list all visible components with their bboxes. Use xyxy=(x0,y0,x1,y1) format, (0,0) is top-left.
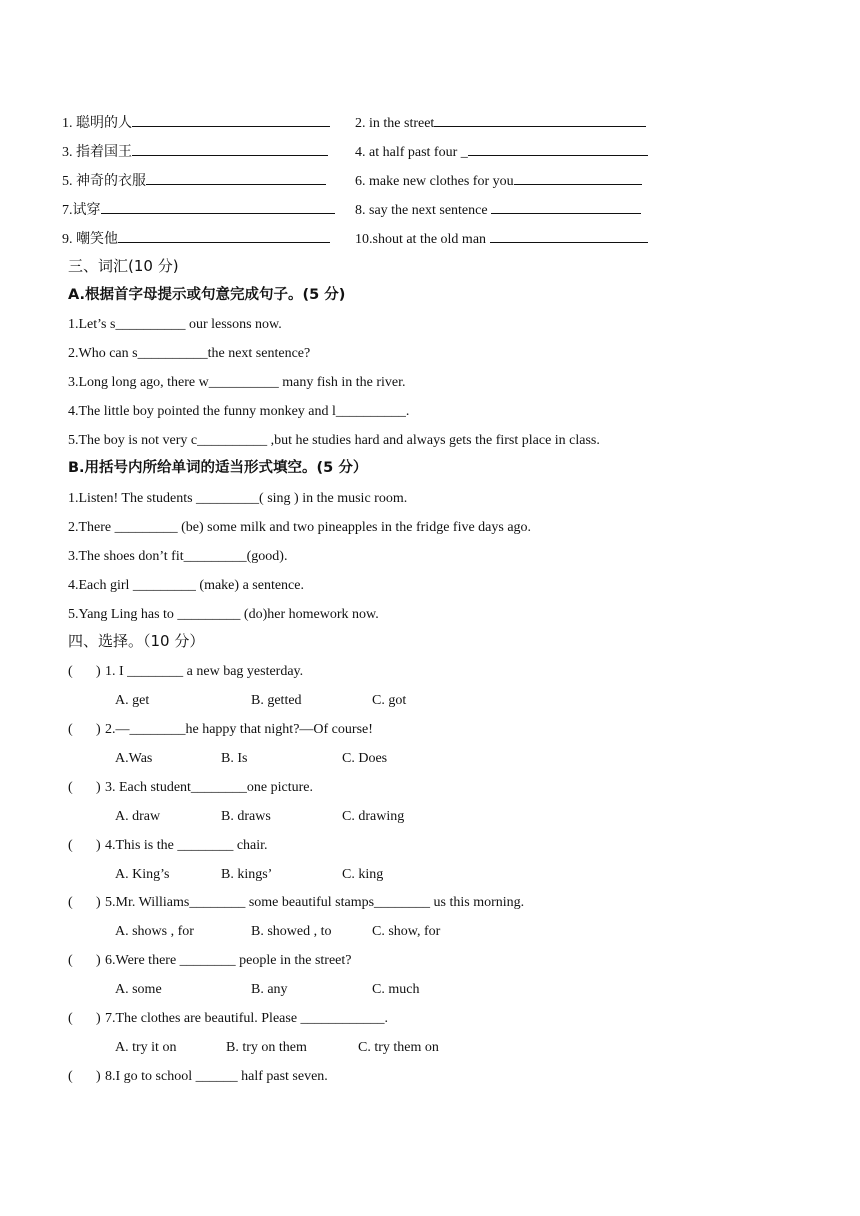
option-c: C. Does xyxy=(342,751,388,766)
answer-line xyxy=(491,200,641,214)
answer-paren-open: ( xyxy=(68,780,73,795)
fill-blank-item: 4.Each girl _________ (make) a sentence. xyxy=(68,578,304,593)
question-text: 7.The clothes are beautiful. Please ____________. xyxy=(105,1011,389,1026)
translation-item xyxy=(62,113,330,133)
translation-text: 6. make new clothes for you xyxy=(355,174,514,189)
fill-blank-item: 1.Let’s s__________ our lessons now. xyxy=(68,317,282,332)
option-b: B. showed , to xyxy=(251,924,332,939)
answer-paren-open: ( xyxy=(68,664,73,679)
translation-text: 7.试穿 xyxy=(62,203,101,218)
translation-item xyxy=(355,200,641,220)
translation-text: 1. 聪明的人 xyxy=(62,116,132,131)
answer-paren-open: ( xyxy=(68,1069,73,1084)
answer-line xyxy=(434,113,646,127)
option-c: C. show, for xyxy=(372,924,441,939)
question-text: 2.—________he happy that night?—Of course! xyxy=(105,722,373,737)
answer-line xyxy=(101,200,335,214)
section-title: 三、词汇(10 分) xyxy=(68,257,179,275)
translation-item xyxy=(62,229,330,249)
translation-text: 10.shout at the old man xyxy=(355,232,490,247)
translation-item xyxy=(355,229,648,249)
answer-line xyxy=(132,113,330,127)
answer-paren-close: ) xyxy=(96,664,101,679)
option-c: C. try them on xyxy=(358,1040,439,1055)
fill-blank-item: 1.Listen! The students _________( sing ) in the music room. xyxy=(68,491,408,506)
option-a: A. get xyxy=(115,693,150,708)
fill-blank-item: 4.The little boy pointed the funny monkey and l__________. xyxy=(68,404,410,419)
option-a: A. some xyxy=(115,982,162,997)
fill-blank-item: 5.Yang Ling has to _________ (do)her homework now. xyxy=(68,607,379,622)
question-text: 1. I ________ a new bag yesterday. xyxy=(105,664,304,679)
translation-item xyxy=(355,113,646,133)
fill-blank-item: 3.Long long ago, there w__________ many fish in the river. xyxy=(68,375,406,390)
translation-item xyxy=(62,200,335,220)
fill-blank-item: 5.The boy is not very c__________ ,but he studies hard and always gets the first place in class. xyxy=(68,433,600,448)
answer-line xyxy=(468,142,648,156)
option-b: B. any xyxy=(251,982,288,997)
question-text: 5.Mr. Williams________ some beautiful stamps________ us this morning. xyxy=(105,895,525,910)
answer-paren-open: ( xyxy=(68,722,73,737)
option-b: B. try on them xyxy=(226,1040,307,1055)
translation-text: 2. in the street xyxy=(355,116,435,131)
answer-line xyxy=(118,229,330,243)
part-a-title: A.根据首字母提示或句意完成句子。(5 分) xyxy=(68,287,346,303)
answer-line xyxy=(490,229,648,243)
question-text: 6.Were there ________ people in the street? xyxy=(105,953,352,968)
option-b: B. draws xyxy=(221,809,271,824)
question-text: 3. Each student________one picture. xyxy=(105,780,314,795)
option-c: C. drawing xyxy=(342,809,405,824)
translation-text: 8. say the next sentence xyxy=(355,203,492,218)
answer-line xyxy=(146,171,326,185)
option-c: C. got xyxy=(372,693,407,708)
answer-paren-close: ) xyxy=(96,895,101,910)
answer-paren-close: ) xyxy=(96,1011,101,1026)
translation-text: 5. 神奇的衣服 xyxy=(62,174,146,189)
fill-blank-item: 2.There _________ (be) some milk and two pineapples in the fridge five days ago. xyxy=(68,520,532,535)
translation-item xyxy=(62,171,326,191)
answer-line xyxy=(132,142,328,156)
translation-text: 4. at half past four _ xyxy=(355,145,468,160)
translation-text: 3. 指着国王 xyxy=(62,145,132,160)
answer-line xyxy=(514,171,642,185)
option-b: B. Is xyxy=(221,751,248,766)
fill-blank-item: 2.Who can s__________the next sentence? xyxy=(68,346,311,361)
answer-paren-open: ( xyxy=(68,895,73,910)
option-c: C. king xyxy=(342,867,384,882)
option-a: A. King’s xyxy=(115,867,170,882)
answer-paren-close: ) xyxy=(96,722,101,737)
translation-item xyxy=(355,142,648,162)
answer-paren-open: ( xyxy=(68,838,73,853)
answer-paren-close: ) xyxy=(96,780,101,795)
answer-paren-open: ( xyxy=(68,953,73,968)
answer-paren-open: ( xyxy=(68,1011,73,1026)
option-a: A. try it on xyxy=(115,1040,177,1055)
question-text: 8.I go to school ______ half past seven. xyxy=(105,1069,328,1084)
answer-paren-close: ) xyxy=(96,953,101,968)
section-title: 四、选择。（10 分） xyxy=(68,632,205,650)
question-text: 4.This is the ________ chair. xyxy=(105,838,268,853)
option-c: C. much xyxy=(372,982,420,997)
translation-item xyxy=(62,142,328,162)
option-b: B. getted xyxy=(251,693,302,708)
option-a: A. shows , for xyxy=(115,924,194,939)
translation-item xyxy=(355,171,642,191)
part-b-title: B.用括号内所给单词的适当形式填空。(5 分） xyxy=(68,460,368,476)
option-b: B. kings’ xyxy=(221,867,273,882)
answer-paren-close: ) xyxy=(96,838,101,853)
answer-paren-close: ) xyxy=(96,1069,101,1084)
translation-text: 9. 嘲笑他 xyxy=(62,232,118,247)
option-a: A.Was xyxy=(115,751,153,766)
fill-blank-item: 3.The shoes don’t fit_________(good). xyxy=(68,549,288,564)
option-a: A. draw xyxy=(115,809,161,824)
